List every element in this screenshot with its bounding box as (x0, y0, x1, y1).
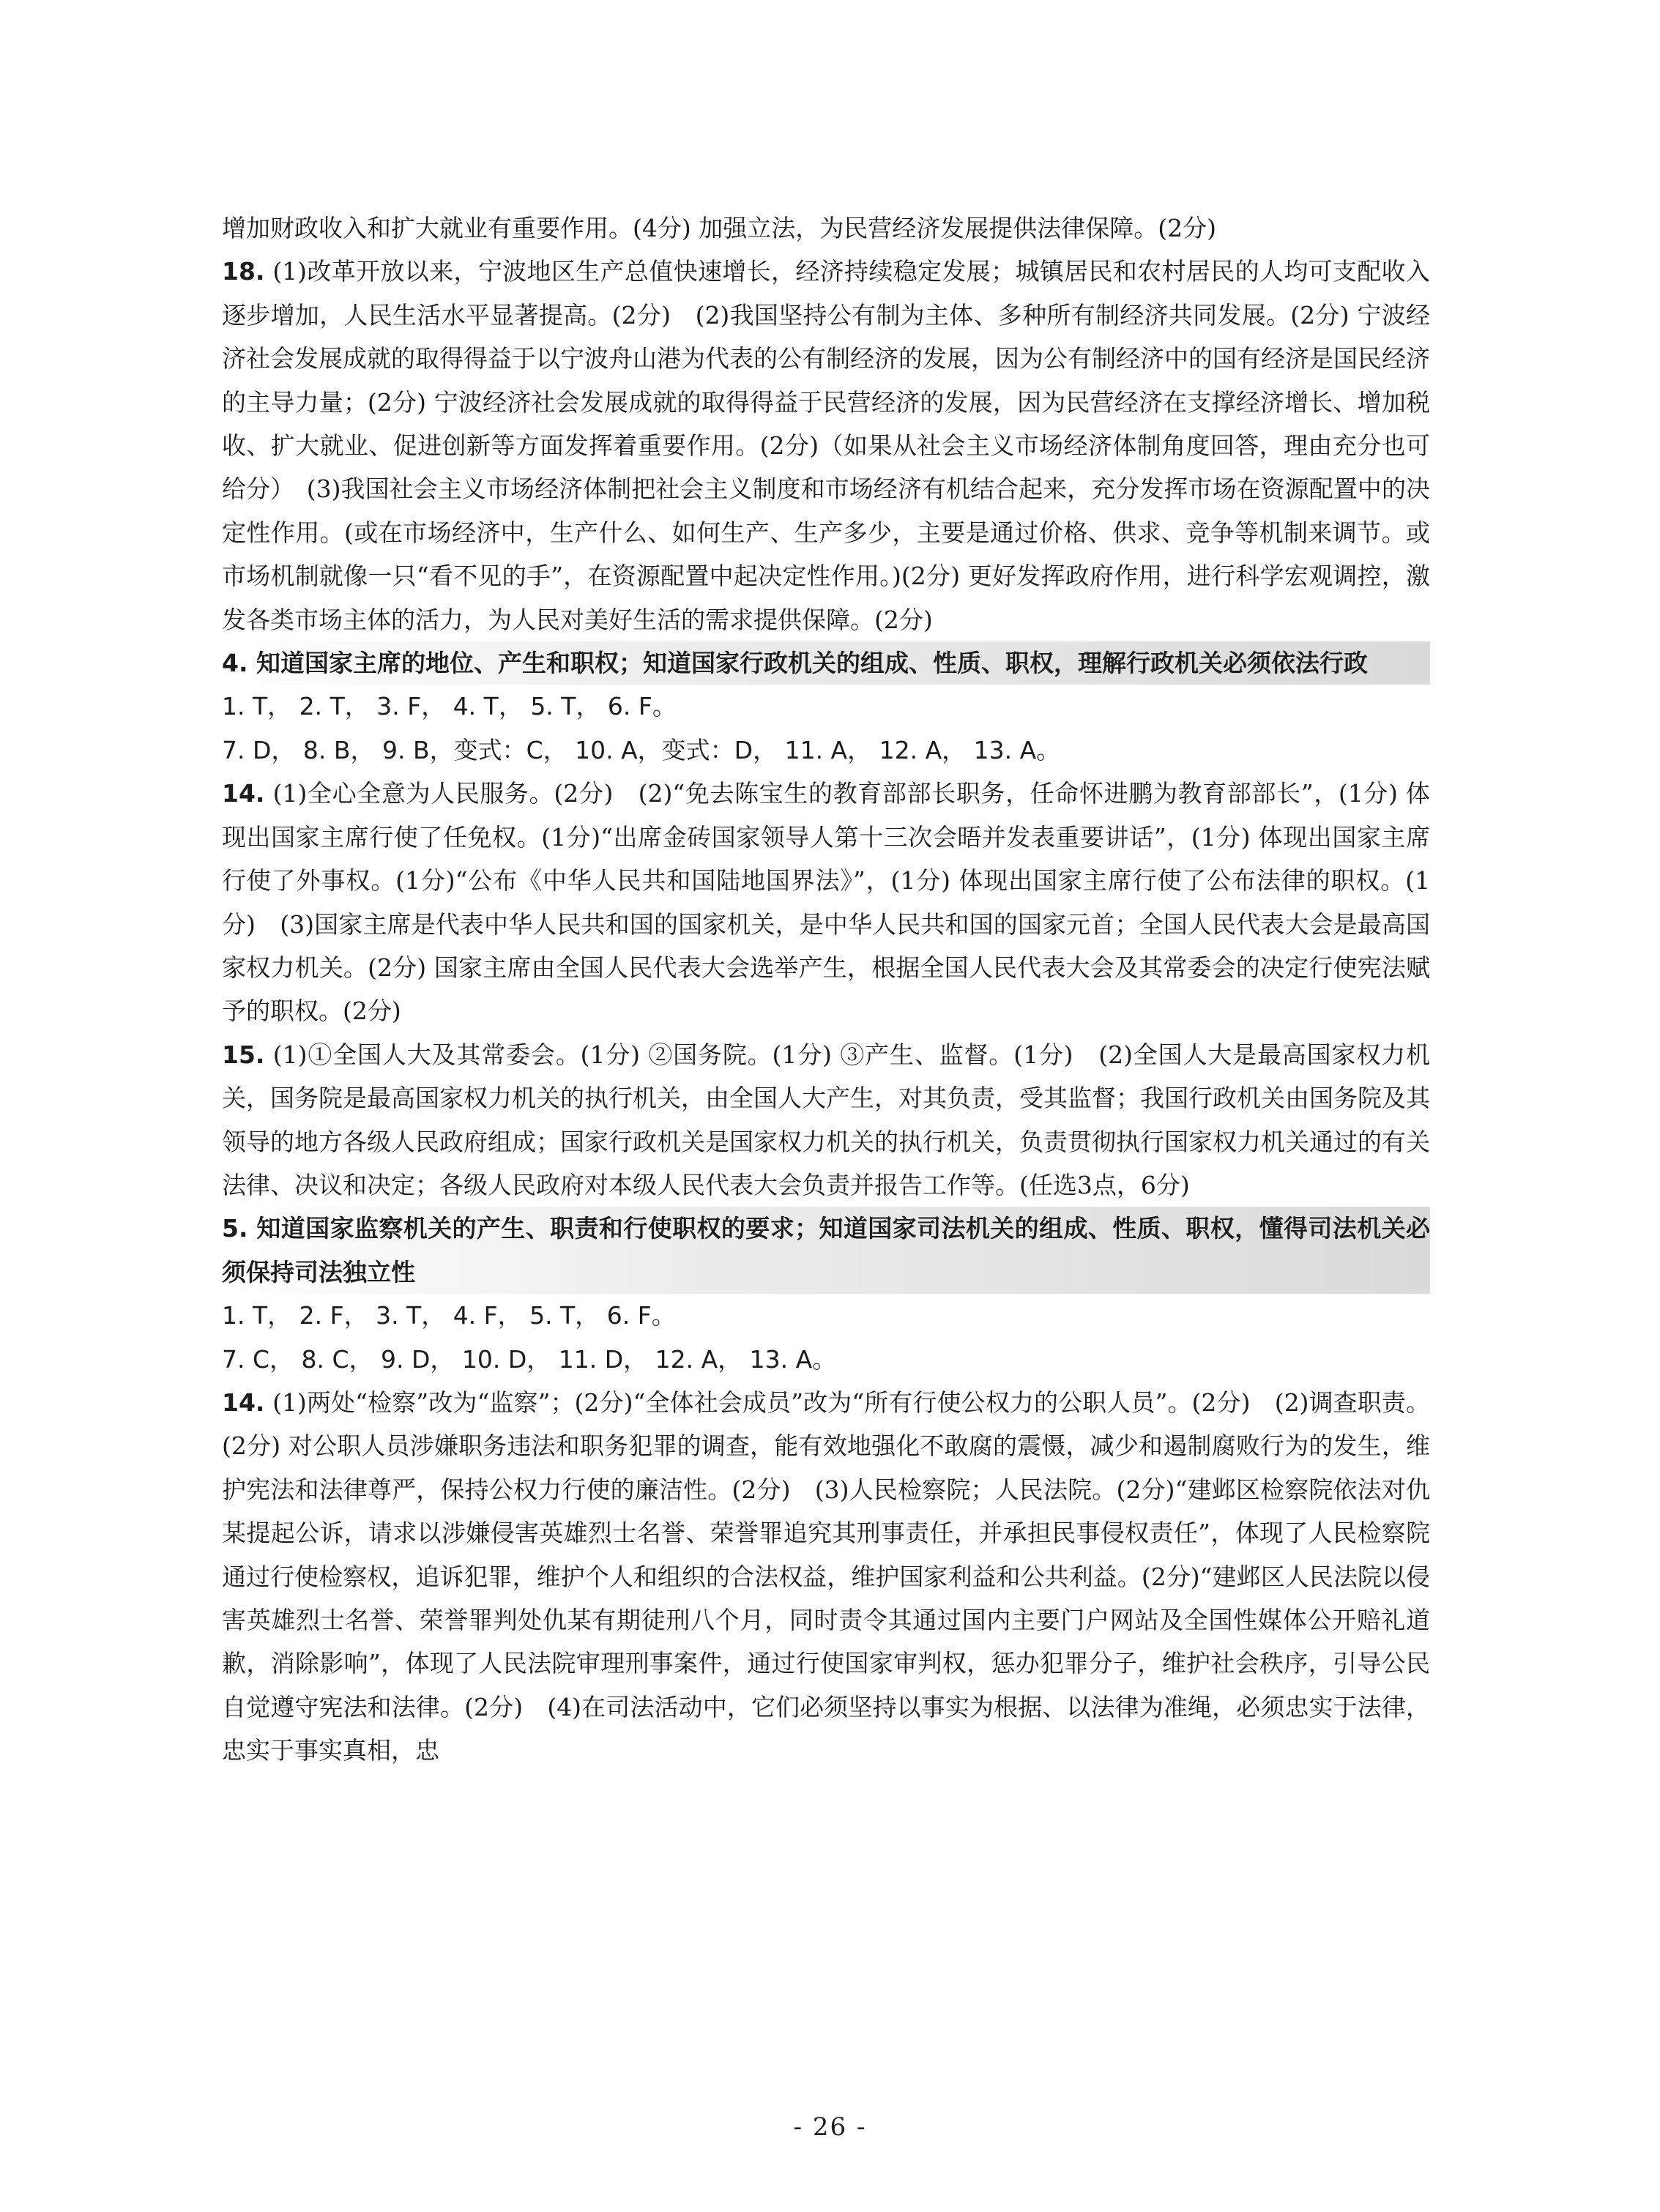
answer-line: 7. D， 8. B， 9. B，变式：C， 10. A，变式：D， 11. A， 12. A， 13. A。 (222, 735, 1061, 764)
question-answer (222, 1033, 1430, 1207)
question-number: 18. (222, 257, 265, 286)
answer-key-page (222, 206, 1430, 1773)
section-heading: 4. 知道国家主席的地位、产生和职权；知道国家行政机关的组成、性质、职权，理解行政机关必须依法行政 (219, 641, 1430, 685)
answer-text: (1)两处“检察”改为“监察”；(2分)“全体社会成员”改为“所有行使公权力的公职人员”。(2分) (2)调查职责。(2分) 对公职人员涉嫌职务违法和职务犯罪的调查，能有效地强化不敢腐的震慑，减少和遏制腐败行为的发生，维护宪法和法律尊严，保持公权力行使的廉洁性。(2分) (3)人民检察院；人民法院。(2分)“建邺区检察院依法对仇某提起公诉，请求以涉嫌侵害英雄烈士名誉、荣誉罪追究其刑事责任，并承担民事侵权责任”，体现了人民检察院通过行使检察权，追诉犯罪，维护个人和组织的合法权益，维护国家利益和公共利益。(2分)“建邺区人民法院以侵害英雄烈士名誉、荣誉罪判处仇某有期徒刑八个月，同时责令其通过国内主要门户网站及全国性媒体公开赔礼道歉，消除影响”，体现了人民法院审理刑事案件，通过行使国家审判权，惩办犯罪分子，维护社会秩序，引导公民自觉遵守宪法和法律。(2分) (4)在司法活动中，它们必须坚持以事实为根据、以法律为准绳，必须忠实于法律，忠实于事实真相，忠 (222, 1388, 1430, 1765)
question-number: 15. (222, 1040, 265, 1069)
answer-line: 1. T， 2. F， 3. T， 4. F， 5. T， 6. F。 (222, 1301, 676, 1330)
paragraph: 增加财政收入和扩大就业有重要作用。(4分) 加强立法，为民营经济发展提供法律保障。(2分) (222, 214, 1216, 242)
question-answer (222, 772, 1430, 1032)
page-number: - 26 - (793, 2112, 867, 2142)
section-heading: 5. 知道国家监察机关的产生、职责和行使职权的要求；知道国家司法机关的组成、性质、职权，懂得司法机关必须保持司法独立性 (219, 1207, 1430, 1294)
answer-line: 7. C， 8. C， 9. D， 10. D， 11. D， 12. A， 13. A。 (222, 1344, 837, 1374)
question-number: 14. (222, 1388, 265, 1417)
answer-text: (1)改革开放以来，宁波地区生产总值快速增长，经济持续稳定发展；城镇居民和农村居民的人均可支配收入逐步增加，人民生活水平显著提高。(2分) (2)我国坚持公有制为主体、多种所有制经济共同发展。(2分) 宁波经济社会发展成就的取得得益于以宁波舟山港为代表的公有制经济的发展，因为公有制经济中的国有经济是国民经济的主导力量；(2分) 宁波经济社会发展成就的取得得益于民营经济的发展，因为民营经济在支撑经济增长、增加税收、扩大就业、促进创新等方面发挥着重要作用。(2分)（如果从社会主义市场经济体制角度回答，理由充分也可给分） (3)我国社会主义市场经济体制把社会主义制度和市场经济有机结合起来，充分发挥市场在资源配置中的决定性作用。(或在市场经济中，生产什么、如何生产、生产多少，主要是通过价格、供求、竞争等机制来调节。或市场机制就像一只“看不见的手”，在资源配置中起决定性作用。)(2分) 更好发挥政府作用，进行科学宏观调控，激发各类市场主体的活力，为人民对美好生活的需求提供保障。(2分) (222, 257, 1430, 634)
answer-line: 1. T， 2. T， 3. F， 4. T， 5. T， 6. F。 (222, 692, 677, 721)
question-number: 14. (222, 779, 265, 808)
question-answer (222, 1381, 1430, 1773)
answer-text: (1)①全国人大及其常委会。(1分) ②国务院。(1分) ③产生、监督。(1分) (2)全国人大是最高国家权力机关，国务院是最高国家权力机关的执行机关，由全国人大产生，对其负责，受其监督；我国行政机关由国务院及其领导的地方各级人民政府组成；国家行政机关是国家权力机关的执行机关，负责贯彻执行国家权力机关通过的有关法律、决议和决定；各级人民政府对本级人民代表大会负责并报告工作等。(任选3点，6分) (222, 1040, 1430, 1199)
question-answer (222, 250, 1430, 641)
answer-text: (1)全心全意为人民服务。(2分) (2)“免去陈宝生的教育部部长职务，任命怀进鹏为教育部部长”，(1分) 体现出国家主席行使了任免权。(1分)“出席金砖国家领导人第十三次会晤并发表重要讲话”，(1分) 体现出国家主席行使了外事权。(1分)“公布《中华人民共和国陆地国界法》”，(1分) 体现出国家主席行使了公布法律的职权。(1分) (3)国家主席是代表中华人民共和国的国家机关，是中华人民共和国的国家元首；全国人民代表大会是最高国家权力机关。(2分) 国家主席由全国人民代表大会选举产生，根据全国人民代表大会及其常委会的决定行使宪法赋予的职权。(2分) (222, 779, 1430, 1026)
